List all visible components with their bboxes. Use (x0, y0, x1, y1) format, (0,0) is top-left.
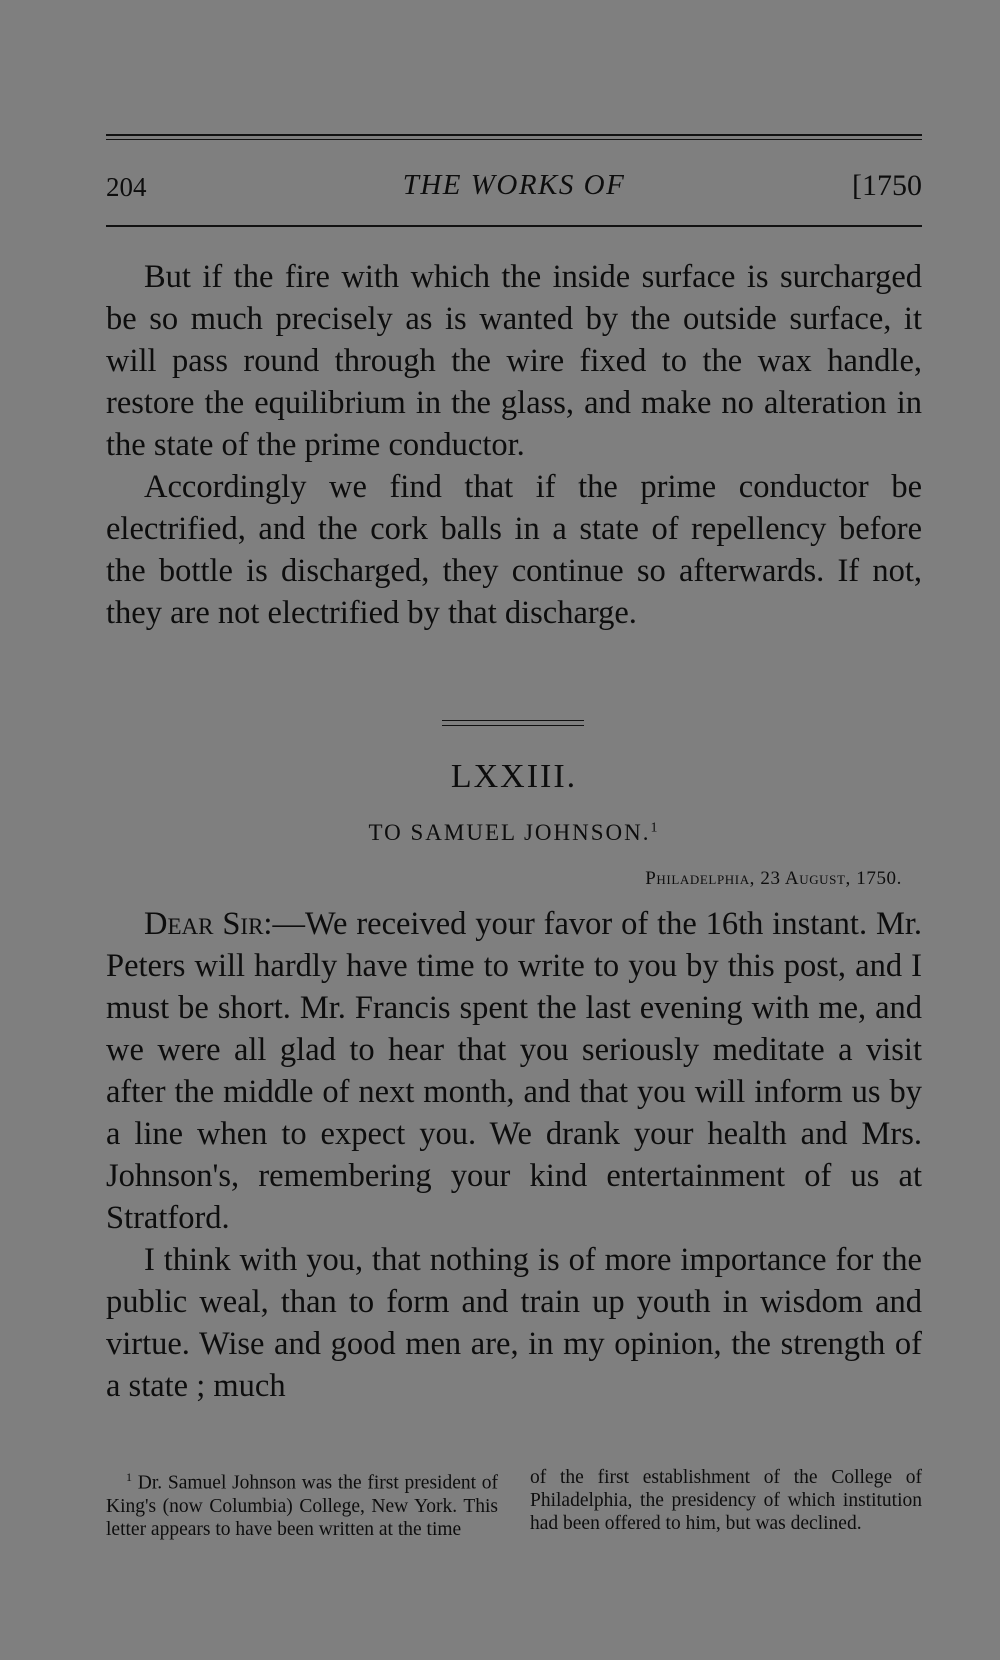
section-separator (442, 720, 584, 726)
top-double-rule (106, 134, 922, 140)
paragraph (106, 903, 922, 1239)
salutation: Dear Sir (144, 906, 264, 942)
recipient-text: TO SAMUEL JOHNSON. (368, 820, 651, 845)
letter-number: LXXIII. (450, 758, 578, 795)
paragraph: I think with you, that nothing is of more importance for the public weal, than to form and train up youth in wisdom and virtue. Wise and good men are, in my opinion, the strength of a state ; much (106, 1242, 922, 1404)
footnote-body: Dr. Samuel Johnson was the first president of King's (now Columbia) College, New York. This letter appears to have been written at the time (106, 1472, 499, 1540)
page-number: 204 (106, 172, 147, 202)
paragraph: But if the fire with which the inside surface is surcharged be so much precisely as is wanted by the outside surface, it will pass round through the wire fixed to the wax handle, restore the equilibrium in the glass, and make no alteration in the state of the prime conductor. (106, 259, 922, 463)
paragraph-text: :—We received your favor of the 16th instant. Mr. Peters will hardly have time to write to you by this post, and I must be short. Mr. Francis spent the last evening with me, and we were all glad to hear that you seriously meditate a visit after the middle of next month, and that you will inform us by a line when to expect you. We drank your health and Mrs. Johnson's, remembering your kind entertainment of us at Stratford. (106, 906, 922, 1236)
header-rule (106, 225, 922, 227)
footnote-text: of the first establishment of the College of Philadelphia, the presidency of which institution had been offered to him, but was declined. (530, 1467, 922, 1534)
year-marker: [1750 (852, 169, 922, 202)
section-continuation (106, 256, 922, 634)
footnote-column-2 (530, 1466, 922, 1541)
letter-body (106, 903, 922, 1407)
letter-dateline: Philadelphia, 23 August, 1750. (645, 868, 902, 889)
footnote-text (106, 1466, 498, 1541)
running-header (106, 166, 922, 206)
footnote-column-1 (106, 1466, 498, 1541)
footnote-mark: 1 (650, 820, 660, 836)
book-page (106, 0, 922, 1660)
running-title: THE WORKS OF (402, 169, 626, 201)
footnote-mark: 1 (126, 1470, 132, 1484)
paragraph: Accordingly we find that if the prime conductor be electrified, and the cork balls in a state of repellency before the bottle is discharged, they continue so afterwards. If not, they are not electrified by that discharge. (106, 469, 922, 631)
footnotes (106, 1466, 922, 1541)
letter-recipient (106, 820, 922, 846)
